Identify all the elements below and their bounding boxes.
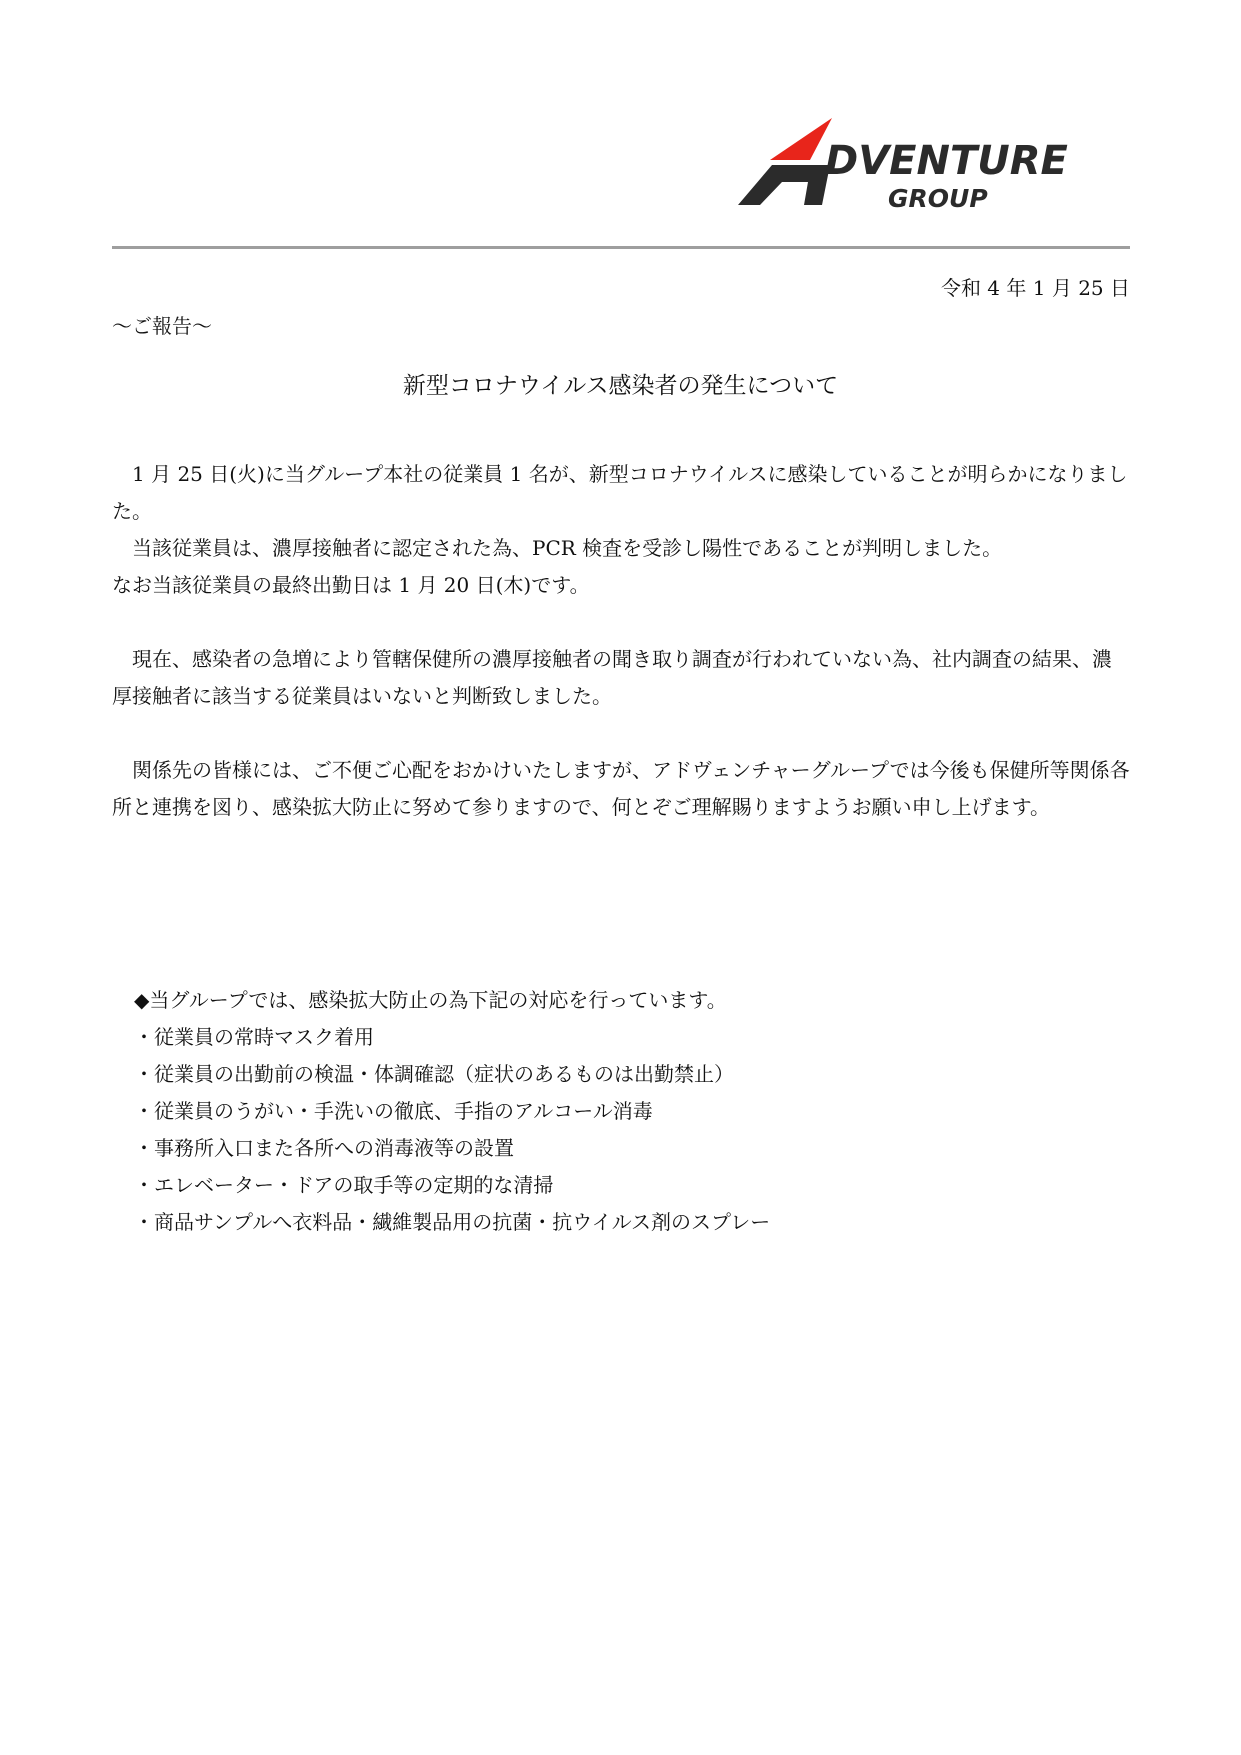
list-item: ・商品サンプルへ衣料品・繊維製品用の抗菌・抗ウイルス剤のスプレー: [134, 1210, 771, 1234]
list-item: ・従業員のうがい・手洗いの徹底、手指のアルコール消毒: [134, 1099, 653, 1123]
paragraph-investigation: 現在、感染者の急増により管轄保健所の濃厚接触者の聞き取り調査が行われていない為、社内調査の結果、濃厚接触者に該当する従業員はいないと判断致しました。: [112, 647, 1112, 708]
logo-a-mark: [738, 165, 830, 205]
list-item: ・従業員の常時マスク着用: [134, 1025, 374, 1049]
paragraph-infection: 1 月 25 日(火)に当グループ本社の従業員 1 名が、新型コロナウイルスに感染していることが明らかになりました。: [112, 462, 1128, 523]
paragraph-last-workday: なお当該従業員の最終出勤日は 1 月 20 日(木)です。: [112, 573, 590, 597]
document-body: [112, 456, 1130, 826]
document-date: 令和 4 年 1 月 25 日: [940, 276, 1130, 300]
list-item: ・従業員の出勤前の検温・体調確認（症状のあるものは出勤禁止）: [134, 1062, 734, 1086]
list-item: ・エレベーター・ドアの取手等の定期的な清掃: [134, 1173, 554, 1197]
header-divider: [112, 246, 1130, 249]
measures-heading: ◆当グループでは、感染拡大防止の為下記の対応を行っています。: [134, 988, 727, 1012]
measures-list: [134, 982, 1130, 1241]
report-label: 〜ご報告〜: [112, 314, 212, 338]
logo-red-triangle: [770, 118, 832, 160]
adventure-group-logo: [730, 110, 1130, 220]
paragraph-apology: 関係先の皆様には、ご不便ご心配をおかけいたしますが、アドヴェンチャーグループでは今後も保健所等関係各所と連携を図り、感染拡大防止に努めて参りますので、何とぞご理解賜りますようお願い申し上げます。: [112, 758, 1130, 819]
paragraph-pcr: 当該従業員は、濃厚接触者に認定された為、PCR 検査を受診し陽性であることが判明しました。: [132, 536, 1003, 560]
document-title: 新型コロナウイルス感染者の発生について: [402, 373, 839, 399]
logo-brand-word: DVENTURE: [825, 138, 1068, 184]
logo-sub-word: GROUP: [888, 184, 988, 213]
list-item: ・事務所入口また各所への消毒液等の設置: [134, 1136, 514, 1160]
